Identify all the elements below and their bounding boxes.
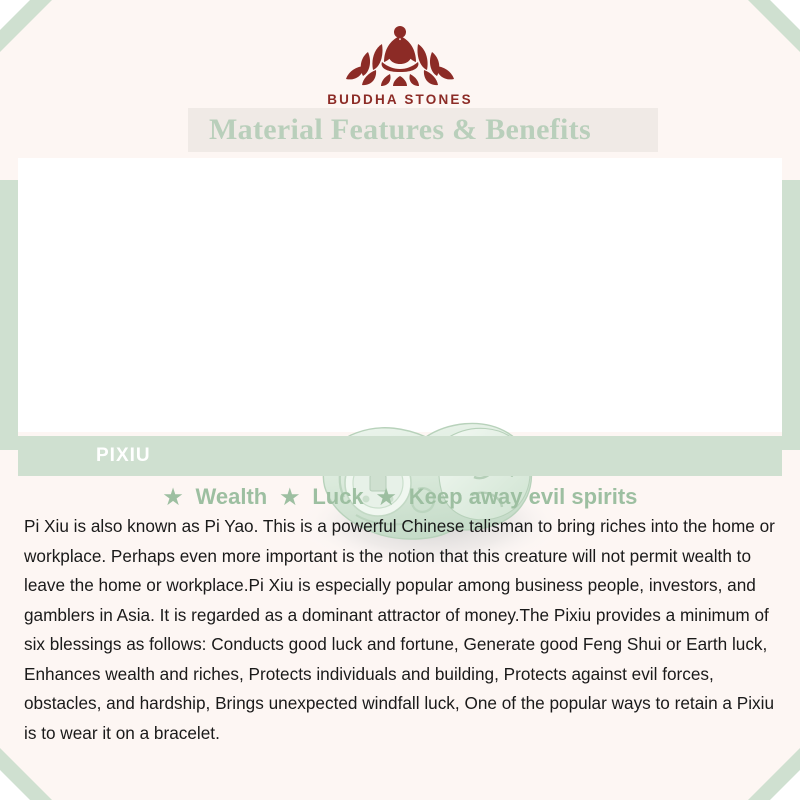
star-icon: ★ (163, 486, 183, 509)
benefits-line (0, 484, 800, 510)
corner-accent-bottom-left (0, 770, 30, 800)
lotus-buddha-icon (320, 18, 480, 90)
side-bar-left-decoration (0, 180, 18, 450)
product-label: PIXIU (96, 445, 151, 466)
star-icon: ★ (376, 486, 396, 509)
product-image-panel (18, 158, 782, 432)
benefit-item-2: Luck (312, 484, 364, 509)
corner-accent-bottom-right (770, 770, 800, 800)
benefit-item-1: Wealth (195, 484, 268, 509)
page-title: Material Features & Benefits (209, 113, 591, 146)
side-bar-right-decoration (782, 180, 800, 450)
brand-name: BUDDHA STONES (327, 92, 473, 107)
brand-logo (0, 18, 800, 107)
description-text: Pi Xiu is also known as Pi Yao. This is a powerful Chinese talisman to bring riches into the home or workplace. Perhaps even more important is the notion that this creature will not permit wealth to leave the home or workplace.Pi Xiu is especially popular among business people, investors, and gamblers in Asia. It is regarded as a dominant attractor of money.The Pixiu provides a minimum of six blessings as follows: Conducts good luck and fortune, Generate good Feng Shui or Earth luck, Enhances wealth and riches, Protects individuals and building, Protects against evil forces, obstacles, and hardship, Brings unexpected windfall luck, One of the popular ways to retain a Pixiu is to wear it on a bracelet. (24, 516, 775, 743)
star-icon: ★ (280, 486, 300, 509)
corner-decoration-bottom-right (748, 748, 800, 800)
corner-decoration-bottom-left (0, 748, 52, 800)
benefit-item-3: Keep away evil spirits (408, 484, 638, 509)
product-label-row (0, 436, 800, 476)
